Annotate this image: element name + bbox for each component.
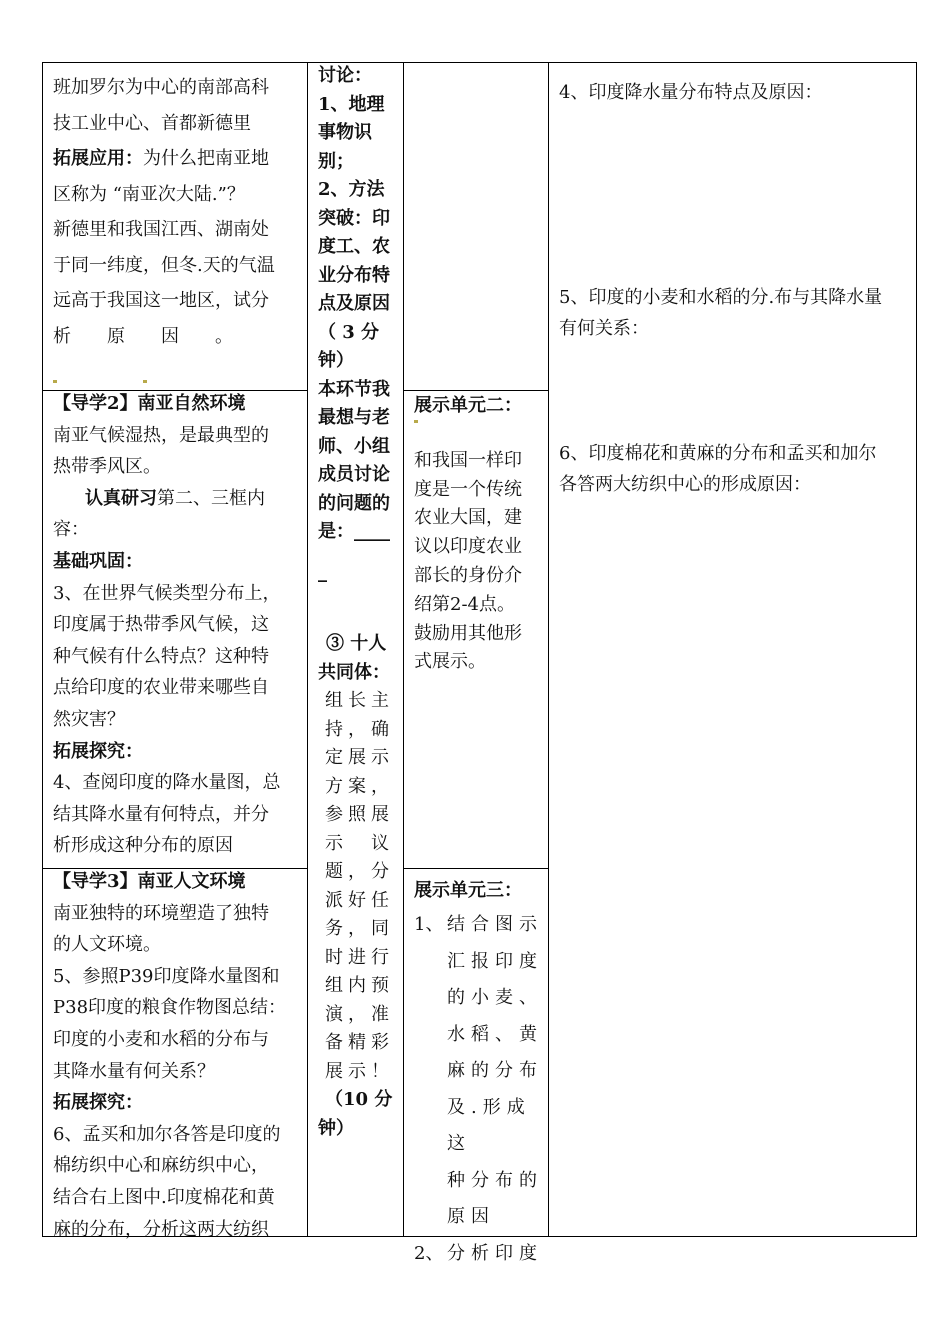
- community-line: 示 议: [325, 832, 394, 854]
- basic-label: 基础巩固：: [53, 550, 143, 572]
- discussion-line: 度工、农: [318, 236, 390, 257]
- sec2-line: 南亚气候湿热，是最典型的: [53, 424, 269, 446]
- q3-line: 3、在世界气候类型分布上，: [53, 582, 281, 604]
- ext-apply-text: 为什么把南亚地: [143, 148, 269, 169]
- unit3-item1-line: 汇报印度: [447, 950, 543, 972]
- discussion-line: 突破：印: [318, 207, 390, 229]
- unit2-line: 式展示。: [414, 651, 486, 673]
- discussion-line: _: [318, 561, 327, 583]
- study-line2: 容：: [53, 519, 89, 541]
- community-line: 备精彩: [325, 1032, 394, 1053]
- sec3-line: 南亚独特的环境塑造了独特: [53, 902, 269, 924]
- guide3-title: 【导学3】南亚人文环境: [53, 871, 246, 892]
- community-title: ③ 十人: [326, 633, 387, 654]
- community-line: 展示！: [325, 1060, 394, 1082]
- q5-line: 其降水量有何关系？: [53, 1060, 215, 1082]
- discussion-line: 钟）: [318, 350, 354, 371]
- col4-q4-line: 4、印度降水量分布特点及原因：: [559, 82, 823, 103]
- col2-discussion: [318, 62, 396, 587]
- unit2-line: 农业大国，建: [414, 507, 522, 529]
- q6-line: 麻的分布，分析这两大纺织: [53, 1218, 269, 1240]
- col4-q5-line: 有何关系：: [559, 318, 649, 339]
- discussion-line: 讨论：: [318, 65, 372, 86]
- discussion-line: 的问题的: [318, 492, 390, 514]
- community-line: 持，确: [325, 718, 394, 740]
- unit2-line: 度是一个传统: [414, 478, 522, 500]
- discussion-line: 业分布特: [318, 264, 390, 286]
- community-line: 参照展: [325, 804, 394, 825]
- q4-line: 结其降水量有何特点，并分: [53, 803, 269, 825]
- community-line: 务，同: [325, 918, 394, 939]
- q4-line: 4、查阅印度的降水量图，总: [53, 772, 281, 794]
- unit3-item1-line: 水稻、黄: [447, 1023, 543, 1045]
- col-divider-1: [307, 62, 308, 1237]
- col4-q5-line: 5、印度的小麦和水稻的分.布与其降水量: [559, 287, 883, 308]
- community-title: 共同体：: [318, 661, 390, 683]
- unit3-item1-line: 原因: [447, 1206, 495, 1227]
- sec1-ext-line: 于同一纬度，但冬.天的气温: [53, 254, 275, 276]
- unit3-item1-line: 种分布的: [447, 1169, 543, 1191]
- q3-line: 点给印度的农业带来哪些自: [53, 677, 269, 699]
- unit3-item1-line: 的小麦、: [447, 987, 543, 1008]
- unit2-title: 展示单元二：: [414, 395, 522, 416]
- community-line: 组内预: [325, 975, 394, 996]
- discussion-line: （ 3 分: [318, 321, 380, 343]
- community-line: 时进行: [325, 946, 394, 968]
- edit-mark: [414, 420, 418, 423]
- table-border-left: [42, 62, 43, 1237]
- sec1-intro-line: 技工业中心、首都新德里: [53, 112, 251, 134]
- community-line: 题，分: [325, 861, 394, 882]
- sec1-ext-line: 析 原 因 。: [53, 325, 233, 347]
- discussion-line: 2、方法: [318, 179, 385, 200]
- sec1-ext-line: 新德里和我国江西、湖南处: [53, 219, 269, 240]
- q5-line: P38印度的粮食作物图总结：: [53, 997, 287, 1019]
- unit2-line: 部长的身份介: [414, 564, 522, 586]
- q6-line: 6、孟买和加尔各答是印度的: [53, 1123, 281, 1145]
- discussion-line: 别；: [318, 150, 354, 172]
- row-divider-2-col3: [403, 868, 549, 869]
- q3-line: 印度属于热带季风气候，这: [53, 614, 269, 636]
- discussion-line: 事物识: [318, 122, 372, 143]
- sec1-intro-line: 班加罗尔为中心的南部高科: [53, 77, 269, 98]
- ext-explore-label: 拓展探究：: [53, 1092, 143, 1114]
- col4-q6-line: 各答两大纺织中心的形成原因：: [559, 474, 811, 495]
- col4-q6: [559, 438, 911, 500]
- unit3-item2-line: 分析印度: [447, 1242, 543, 1264]
- study-line: [53, 483, 303, 515]
- study-text: 第二、三框内: [157, 487, 265, 509]
- unit2-line: 绍第2-4点。: [414, 593, 515, 615]
- unit3-title: 展示单元三：: [414, 880, 522, 901]
- community-line: 派好任: [325, 889, 394, 911]
- col4-q5: [559, 282, 911, 344]
- col1-sec3: [53, 866, 303, 1245]
- guide2-title: 【导学2】南亚自然环境: [53, 393, 246, 414]
- col1-sec1: [53, 70, 298, 354]
- q6-line: 结合右上图中.印度棉花和黄: [53, 1186, 275, 1208]
- col4-q6-line: 6、印度棉花和黄麻的分布和孟买和加尔: [559, 443, 877, 464]
- q5-line: 印度的小麦和水稻的分布与: [53, 1028, 269, 1050]
- unit3-item1-line: 麻的分布: [447, 1060, 543, 1081]
- q4-line: 析形成这种分布的原因: [53, 835, 233, 857]
- unit3-item1: [414, 907, 544, 1236]
- col1-sec2: [53, 388, 303, 862]
- unit3-item1-number: 1、: [414, 914, 444, 935]
- community-line: 方案，: [325, 775, 394, 797]
- unit3-item2: [414, 1236, 544, 1273]
- col2-community: [318, 630, 398, 1143]
- unit3-item1-body: [414, 907, 544, 1236]
- edit-mark: [143, 380, 147, 383]
- community-line: 演，准: [325, 1003, 394, 1025]
- time-line: （10 分: [325, 1089, 393, 1110]
- col3-unit3: [414, 875, 544, 1272]
- col4-q4: [559, 78, 911, 108]
- community-line: 组长主: [325, 690, 394, 711]
- sec2-line: 热带季风区。: [53, 456, 161, 478]
- sec1-ext-line: 远高于我国这一地区，试分: [53, 290, 269, 311]
- unit2-line: 鼓励用其他形: [414, 622, 522, 644]
- time-line: 钟）: [318, 1117, 354, 1139]
- ext-apply-label: 拓展应用：: [53, 148, 143, 169]
- unit2-line: 议以印度农业: [414, 536, 522, 558]
- study-label: 认真研习: [85, 487, 157, 509]
- sec3-line: 的人文环境。: [53, 934, 161, 956]
- unit3-item1-line: 结合图示: [447, 914, 543, 935]
- unit3-item2-number: 2、: [414, 1242, 444, 1264]
- discussion-line: 点及原因: [318, 293, 390, 314]
- community-line: 定展示: [325, 747, 394, 768]
- discussion-line: 最想与老: [318, 407, 390, 428]
- community-body: [318, 687, 398, 1086]
- discussion-line: 师、小组: [318, 435, 390, 457]
- discussion-line: 1、地理: [318, 93, 385, 115]
- table-border-right: [916, 62, 917, 1237]
- ext-explore-label: 拓展探究：: [53, 740, 143, 762]
- q3-line: 种气候有什么特点？这种特: [53, 645, 269, 667]
- row-divider-1-col3: [403, 390, 549, 391]
- sec1-ext-line: [53, 141, 298, 177]
- table-border-top: [42, 62, 917, 63]
- edit-mark: [53, 380, 57, 383]
- discussion-line: 成员讨论: [318, 464, 390, 485]
- q6-line: 棉纺织中心和麻纺织中心，: [53, 1155, 269, 1177]
- col-divider-3: [548, 62, 549, 1237]
- q3-line: 然灾害？: [53, 708, 125, 730]
- discussion-line: 本环节我: [318, 378, 390, 400]
- col-divider-2: [403, 62, 404, 1237]
- unit2-line: 和我国一样印: [414, 449, 522, 471]
- sec1-ext-line: 区称为 “南亚次大陆.”？: [53, 183, 245, 205]
- q5-line: 5、参照P39印度降水量图和: [53, 965, 280, 987]
- discussion-line: 是：____: [318, 521, 390, 542]
- unit3-item1-line: 及.形成这: [447, 1096, 531, 1154]
- col3-unit2: [414, 392, 544, 677]
